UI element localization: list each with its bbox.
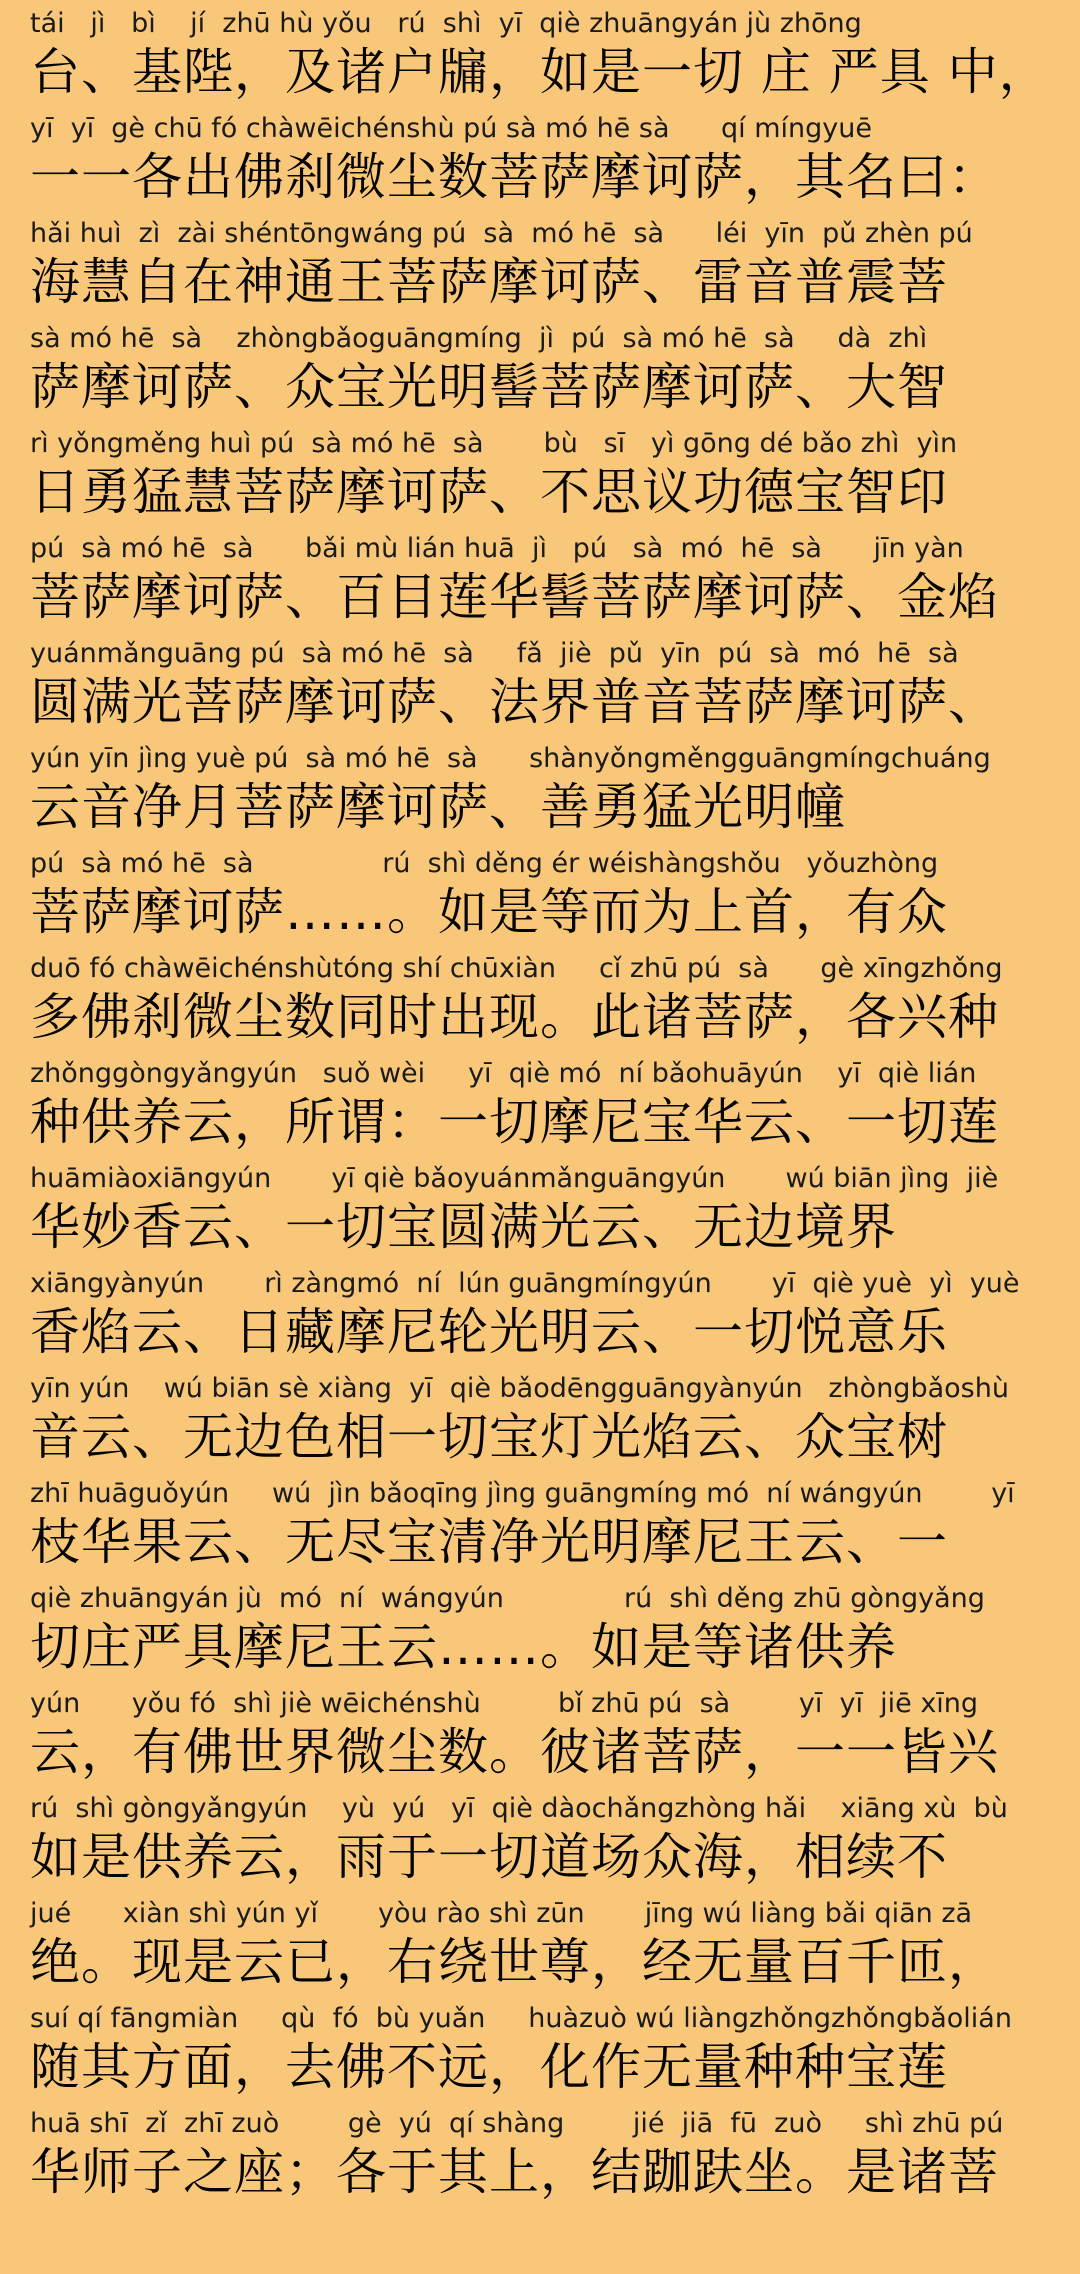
chinese-text-row: 切庄严具摩尼王云……。如是等诸供养 [30,1618,897,1676]
chinese-text-row: 种供养云，所谓：一切摩尼宝华云、一切莲 [30,1093,999,1151]
chinese-text-row: 音云、无边色相一切宝灯光焰云、众宝树 [30,1408,948,1466]
chinese-text-row: 台、基陛，及诸户牖，如是一切 庄 严具 中， [30,43,1050,101]
chinese-text-row: 菩萨摩诃萨、百目莲华髻菩萨摩诃萨、金焰 [30,568,999,626]
chinese-text-row: 云音净月菩萨摩诃萨、善勇猛光明幢 [30,778,846,836]
pinyin-row: yī yī gè chū fó chàwēichénshù pú sà mó hē sà qí míngyuē [30,113,872,144]
text-line-13 [30,1266,1060,1371]
text-line-6 [30,531,1060,636]
pinyin-row: yuánmǎnguāng pú sà mó hē sà fǎ jiè pǔ yīn pú sà mó hē sà [30,638,959,669]
text-line-16 [30,1581,1060,1686]
text-line-20 [30,2001,1060,2106]
text-line-5 [30,426,1060,531]
pinyin-row: yún yǒu fó shì jiè wēichénshù bǐ zhū pú sà yī yī jiē xīng [30,1688,979,1719]
text-line-19 [30,1896,1060,2001]
text-line-10 [30,951,1060,1056]
chinese-text-row: 云，有佛世界微尘数。彼诸菩萨，一一皆兴 [30,1723,999,1781]
chinese-text-row: 香焰云、日藏摩尼轮光明云、一切悦意乐 [30,1303,948,1361]
pinyin-row: huā shī zǐ zhī zuò gè yú qí shàng jié jiā fū zuò shì zhū pú [30,2108,1004,2139]
text-line-2 [30,111,1060,216]
pinyin-row: suí qí fāngmiàn qù fó bù yuǎn huàzuò wú liàngzhǒngzhǒngbǎolián [30,2003,1012,2034]
chinese-text-row: 随其方面，去佛不远，化作无量种种宝莲 [30,2038,948,2096]
text-line-12 [30,1161,1060,1266]
pinyin-row: xiāngyànyún rì zàngmó ní lún guāngmíngyún yī qiè yuè yì yuè [30,1268,1020,1299]
pinyin-row: tái jì bì jí zhū hù yǒu rú shì yī qiè zhuāngyán jù zhōng [30,8,862,39]
text-line-7 [30,636,1060,741]
pinyin-row: pú sà mó hē sà rú shì děng ér wéishàngshǒu yǒuzhòng [30,848,939,879]
chinese-text-row: 绝。现是云已，右绕世尊，经无量百千匝， [30,1933,999,1991]
pinyin-row: zhǒnggòngyǎngyún suǒ wèi yī qiè mó ní bǎohuāyún yī qiè lián [30,1058,977,1089]
chinese-text-row: 华妙香云、一切宝圆满光云、无边境界 [30,1198,897,1256]
pinyin-row: yīn yún wú biān sè xiàng yī qiè bǎodēngguāngyànyún zhòngbǎoshù [30,1373,1009,1404]
chinese-text-row: 华师子之座；各于其上，结跏趺坐。是诸菩 [30,2143,999,2201]
text-line-8 [30,741,1060,846]
pinyin-row: hǎi huì zì zài shéntōngwáng pú sà mó hē sà léi yīn pǔ zhèn pú [30,218,973,249]
text-line-11 [30,1056,1060,1161]
chinese-text-row: 如是供养云，雨于一切道场众海，相续不 [30,1828,948,1886]
chinese-text-row: 海慧自在神通王菩萨摩诃萨、雷音普震菩 [30,253,948,311]
pinyin-row: rú shì gòngyǎngyún yù yú yī qiè dàochǎngzhòng hǎi xiāng xù bù [30,1793,1008,1824]
chinese-text-row: 一一各出佛刹微尘数菩萨摩诃萨，其名曰： [30,148,999,206]
pinyin-row: zhī huāguǒyún wú jìn bǎoqīng jìng guāngmíng mó ní wángyún yī [30,1478,1015,1509]
pinyin-row: pú sà mó hē sà bǎi mù lián huā jì pú sà mó hē sà jīn yàn [30,533,964,564]
pinyin-row: yún yīn jìng yuè pú sà mó hē sà shànyǒngměngguāngmíngchuáng [30,743,991,774]
text-line-17 [30,1686,1060,1791]
chinese-text-row: 圆满光菩萨摩诃萨、法界普音菩萨摩诃萨、 [30,673,999,731]
chinese-text-row: 萨摩诃萨、众宝光明髻菩萨摩诃萨、大智 [30,358,948,416]
text-line-21 [30,2106,1060,2211]
text-line-9 [30,846,1060,951]
text-line-1 [30,6,1060,111]
text-line-3 [30,216,1060,321]
text-line-14 [30,1371,1060,1476]
chinese-text-row: 菩萨摩诃萨……。如是等而为上首，有众 [30,883,948,941]
chinese-text-row: 日勇猛慧菩萨摩诃萨、不思议功德宝智印 [30,463,948,521]
pinyin-row: duō fó chàwēichénshùtóng shí chūxiàn cǐ zhū pú sà gè xīngzhǒng [30,953,1003,984]
pinyin-row: sà mó hē sà zhòngbǎoguāngmíng jì pú sà mó hē sà dà zhì [30,323,928,354]
text-line-4 [30,321,1060,426]
pinyin-row: jué xiàn shì yún yǐ yòu rào shì zūn jīng wú liàng bǎi qiān zā [30,1898,973,1929]
chinese-text-row: 多佛刹微尘数同时出现。此诸菩萨，各兴种 [30,988,999,1046]
text-line-15 [30,1476,1060,1581]
pinyin-row: qiè zhuāngyán jù mó ní wángyún rú shì děng zhū gòngyǎng [30,1583,985,1614]
pinyin-row: huāmiàoxiāngyún yī qiè bǎoyuánmǎnguāngyún wú biān jìng jiè [30,1163,999,1194]
chinese-text-row: 枝华果云、无尽宝清净光明摩尼王云、一 [30,1513,948,1571]
pinyin-row: rì yǒngměng huì pú sà mó hē sà bù sī yì gōng dé bǎo zhì yìn [30,428,958,459]
text-line-18 [30,1791,1060,1896]
